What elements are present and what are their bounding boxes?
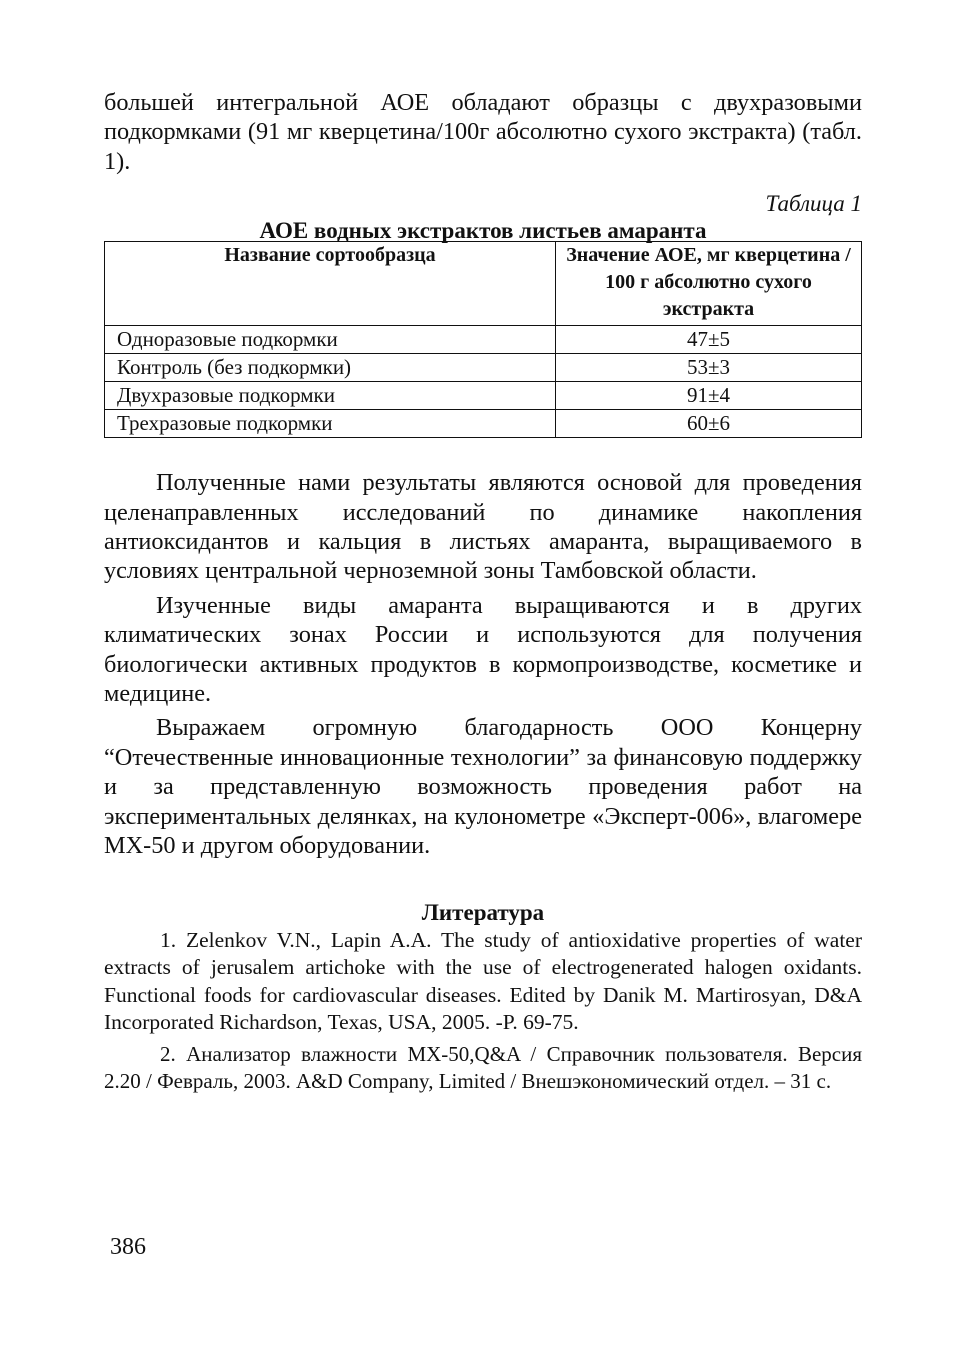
literature-heading: Литература: [421, 899, 545, 925]
paragraph-acknowledgement: Выражаем огромную благодарность ООО Концерну “Отечественные инновационные технологии” за финансовую поддержку и за представленную возможность проведения работ на экспериментальных делянках, на кулонометре «Эксперт-006», влагомере МХ-50 и другом оборудовании.: [104, 714, 862, 860]
table-title: АОЕ водных экстрактов листьев амаранта: [259, 218, 707, 244]
table-cell-value: 53±3: [556, 354, 862, 382]
page-number: 386: [110, 1234, 146, 1260]
table-label: Таблица 1: [765, 191, 862, 217]
table-cell-name: Двухразовые подкормки: [105, 382, 556, 410]
intro-paragraph: большей интегральной АОЕ обладают образцы с двухразовыми подкормками (91 мг кверцетина/100г абсолютно сухого экстракта) (табл. 1).: [104, 89, 862, 175]
page-content: [104, 88, 862, 1096]
paragraph-results: Полученные нами результаты являются основой для проведения целенаправленных исследований по динамике накопления антиоксидантов и кальция в листьях амаранта, выращиваемого в условиях центральной черноземной зоны Тамбовской области.: [104, 469, 862, 585]
table-row: [105, 382, 862, 410]
table-row: [105, 326, 862, 354]
table-cell-name: Контроль (без подкормки): [105, 354, 556, 382]
table-header-value: Значение АОЕ, мг кверцетина / 100 г абсолютно сухого экстракта: [556, 242, 862, 326]
reference-item: 1. Zelenkov V.N., Lapin A.A. The study of antioxidative properties of water extracts of jerusalem artichoke with the use of electrogenerated halogen oxidants. Functional foods for cardiovascular diseases. Edited by Danik M. Martirosyan, D&A Incorporated Richardson, Texas, USA, 2005. -P. 69-75.: [104, 927, 862, 1034]
table-cell-name: Трехразовые подкормки: [105, 410, 556, 438]
table-header-row: [105, 242, 862, 326]
table-cell-value: 91±4: [556, 382, 862, 410]
table-row: [105, 410, 862, 438]
table-cell-name: Одноразовые подкормки: [105, 326, 556, 354]
paragraph-species: Изученные виды амаранта выращиваются и в других климатических зонах России и используются для получения биологически активных продуктов в кормопроизводстве, косметике и медицине.: [104, 591, 862, 708]
table-cell-value: 47±5: [556, 326, 862, 354]
aoe-table: [104, 241, 862, 438]
reference-item: 2. Анализатор влажности МХ-50,Q&A / Справочник пользователя. Версия 2.20 / Февраль, 2003. A&D Company, Limited / Внешэкономический отдел. – 31 с.: [104, 1041, 862, 1093]
table-header-name: Название сортообразца: [105, 242, 556, 326]
table-cell-value: 60±6: [556, 410, 862, 438]
table-row: [105, 354, 862, 382]
